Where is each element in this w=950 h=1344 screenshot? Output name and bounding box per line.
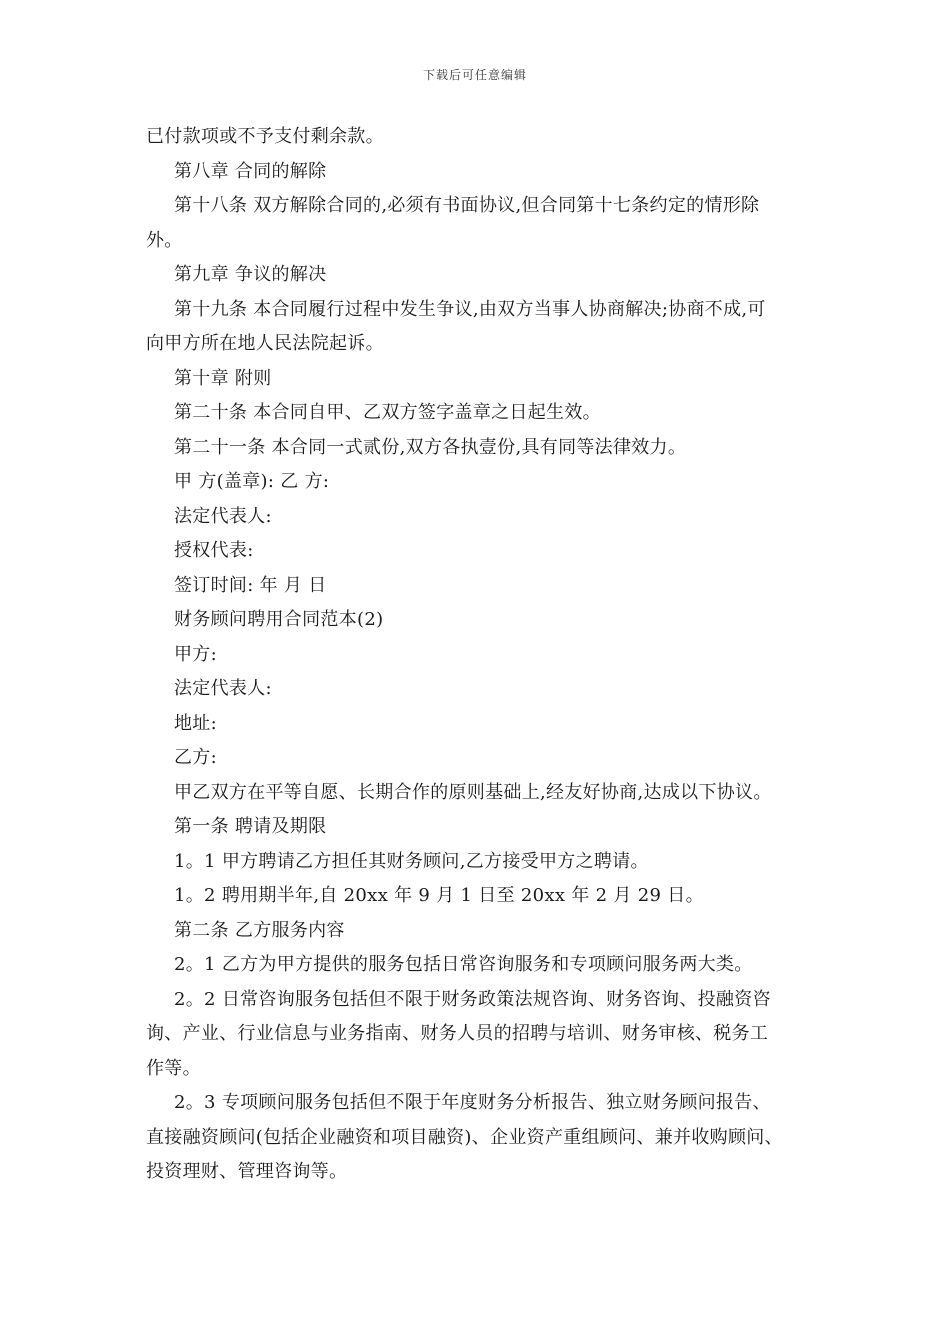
page-header: 下载后可任意编辑	[422, 68, 527, 82]
text-line: 第二十条 本合同自甲、乙双方签字盖章之日起生效。	[174, 402, 601, 423]
text-line: 第二十一条 本合同一式贰份,双方各执壹份,具有同等法律效力。	[174, 436, 687, 458]
text-line: 已付款项或不予支付剩余款。	[146, 126, 384, 147]
text-line: 2。3 专项顾问服务包括但不限于年度财务分析报告、独立财务顾问报告、	[174, 1092, 771, 1113]
text-line: 地址:	[174, 712, 217, 734]
text-line: 投资理财、管理咨询等。	[146, 1161, 348, 1182]
text-line: 1。2 聘用期半年,自 20xx 年 9 月 1 日至 20xx 年 2 月 29 日。	[174, 885, 704, 906]
text-line: 第十八条 双方解除合同的,必须有书面协议,但合同第十七条约定的情形除	[174, 195, 760, 216]
text-line: 甲乙双方在平等自愿、长期合作的原则基础上,经友好协商,达成以下协议。	[174, 781, 772, 803]
text-line: 法定代表人:	[174, 678, 272, 699]
text-line: 甲 方(盖章): 乙 方:	[174, 471, 330, 492]
text-line: 向甲方所在地人民法院起诉。	[146, 333, 384, 354]
text-line: 甲方:	[174, 643, 217, 665]
text-line: 1。1 甲方聘请乙方担任其财务顾问,乙方接受甲方之聘请。	[174, 850, 649, 872]
text-line: 财务顾问聘用合同范本(2)	[174, 609, 384, 630]
text-line: 2。2 日常咨询服务包括但不限于财务政策法规咨询、财务咨询、投融资咨	[174, 988, 771, 1010]
text-line: 授权代表:	[174, 540, 254, 561]
text-line: 乙方:	[174, 747, 217, 768]
text-line: 第十九条 本合同履行过程中发生争议,由双方当事人协商解决;协商不成,可	[174, 298, 766, 320]
text-line: 第二条 乙方服务内容	[174, 919, 345, 941]
text-line: 直接融资顾问(包括企业融资和项目融资)、企业资产重组顾问、兼并收购顾问、	[146, 1126, 783, 1148]
text-line: 询、产业、行业信息与业务指南、财务人员的招聘与培训、财务审核、税务工	[146, 1023, 769, 1044]
text-line: 2。1 乙方为甲方提供的服务包括日常咨询服务和专项顾问服务两大类。	[174, 954, 753, 975]
text-line: 第一条 聘请及期限	[174, 816, 327, 837]
text-line: 作等。	[146, 1057, 201, 1079]
text-line: 法定代表人:	[174, 505, 272, 527]
document-body	[146, 120, 816, 1190]
text-line: 外。	[146, 229, 183, 251]
text-line: 第八章 合同的解除	[174, 160, 327, 182]
text-line: 签订时间: 年 月 日	[174, 574, 327, 596]
text-line: 第九章 争议的解决	[174, 264, 327, 285]
text-line: 第十章 附则	[174, 367, 272, 389]
